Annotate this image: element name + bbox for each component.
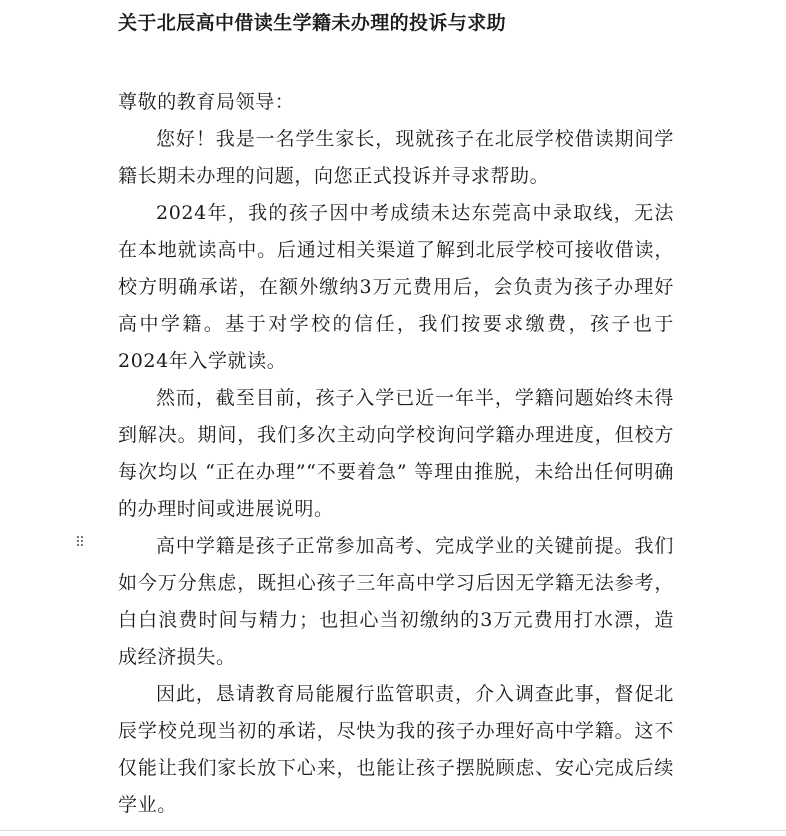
drag-handle-icon[interactable]: ⠿: [74, 535, 86, 551]
paragraph-4: 高中学籍是孩子正常参加高考、完成学业的关键前提。我们如今万分焦虑，既担心孩子三年高中学习后因无学籍无法参考，白白浪费时间与精力；也担心当初缴纳的3万元费用打水漂，造成经济损失。: [118, 535, 674, 668]
document-body[interactable]: [118, 84, 674, 824]
page-bottom-divider: [0, 830, 786, 831]
paragraph-5: 因此，恳请教育局能履行监管职责，介入调查此事，督促北辰学校兑现当初的承诺，尽快为我的孩子办理好高中学籍。这不仅能让我们家长放下心来，也能让孩子摆脱顾虑、安心完成后续学业。: [118, 683, 674, 816]
paragraph-2: 2024年，我的孩子因中考成绩未达东莞高中录取线，无法在本地就读高中。后通过相关渠道了解到北辰学校可接收借读，校方明确承诺，在额外缴纳3万元费用后，会负责为孩子办理好高中学籍。基于对学校的信任，我们按要求缴费，孩子也于2024年入学就读。: [118, 202, 674, 372]
salutation: 尊敬的教育局领导：: [118, 91, 295, 113]
paragraph-3: 然而，截至目前，孩子入学已近一年半，学籍问题始终未得到解决。期间，我们多次主动向学校询问学籍办理进度，但校方每次均以 “正在办理”“不要着急” 等理由推脱，未给出任何明确的办理时间或进展说明。: [118, 387, 674, 520]
paragraph-1: 您好！我是一名学生家长，现就孩子在北辰学校借读期间学籍长期未办理的问题，向您正式投诉并寻求帮助。: [118, 128, 674, 187]
document-title: 关于北辰高中借读生学籍未办理的投诉与求助: [118, 12, 507, 34]
